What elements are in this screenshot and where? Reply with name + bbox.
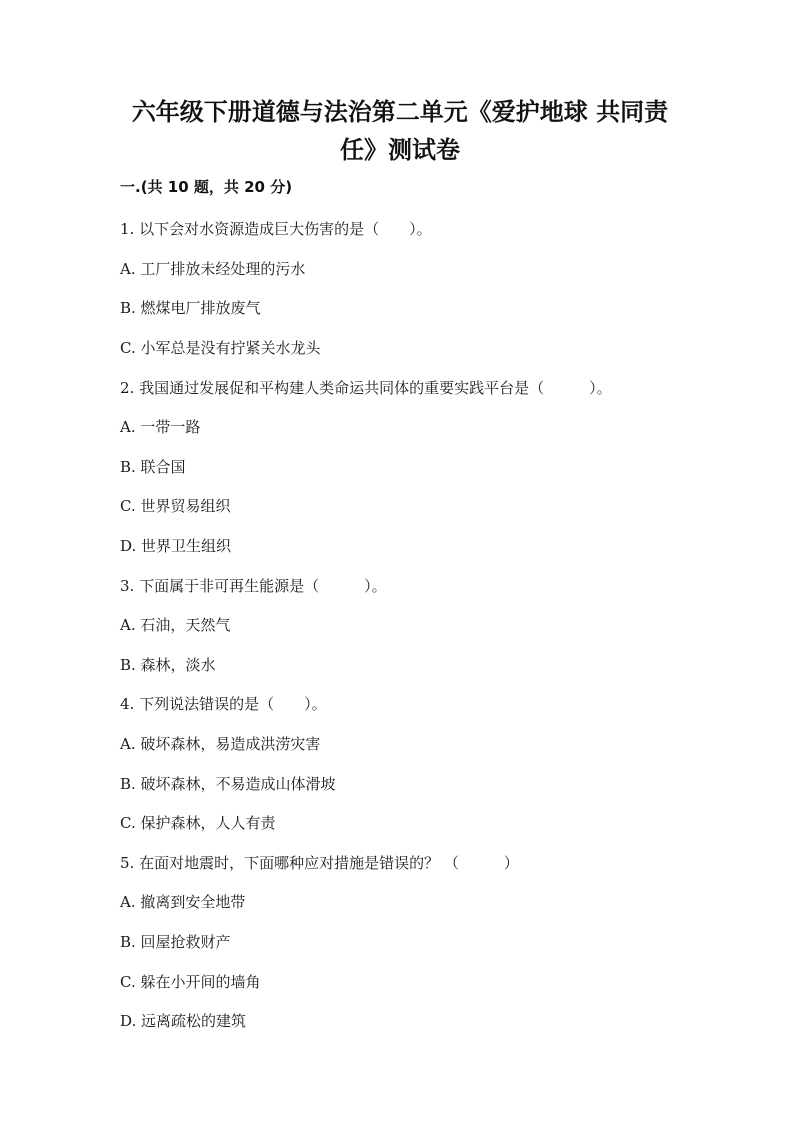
question-3-option-a: A. 石油，天然气 (120, 616, 231, 634)
question-2-option-d: D. 世界卫生组织 (120, 537, 232, 555)
question-4-stem: 4. 下列说法错误的是（ ）。 (120, 695, 327, 713)
question-3-stem: 3. 下面属于非可再生能源是（ ）。 (120, 577, 387, 595)
question-2-option-a: A. 一带一路 (120, 418, 201, 436)
question-1-option-a: A. 工厂排放未经处理的污水 (120, 260, 306, 278)
question-1-option-b: B. 燃煤电厂排放废气 (120, 299, 261, 317)
question-5-stem: 5. 在面对地震时，下面哪种应对措施是错误的？ （ ） (120, 854, 519, 872)
question-5-option-c: C. 躲在小开间的墙角 (120, 973, 261, 991)
question-1-option-c: C. 小军总是没有拧紧关水龙头 (120, 339, 321, 357)
question-4-option-a: A. 破坏森林，易造成洪涝灾害 (120, 735, 321, 753)
question-2-option-c: C. 世界贸易组织 (120, 497, 231, 515)
exam-title-line-1: 六年级下册道德与法治第二单元《爱护地球 共同责 (131, 98, 669, 126)
exam-title (100, 93, 700, 169)
question-2-option-b: B. 联合国 (120, 458, 186, 476)
question-4-option-c: C. 保护森林，人人有责 (120, 814, 276, 832)
question-2-stem: 2. 我国通过发展促和平构建人类命运共同体的重要实践平台是（ ）。 (120, 379, 612, 397)
exam-title-line-2: 任》测试卷 (340, 136, 460, 164)
question-5-option-b: B. 回屋抢救财产 (120, 933, 231, 951)
question-5-option-d: D. 远离疏松的建筑 (120, 1012, 247, 1030)
section-heading: 一.(共 10 题，共 20 分) (120, 178, 293, 196)
question-1-stem: 1. 以下会对水资源造成巨大伤害的是（ ）。 (120, 220, 432, 238)
question-4-option-b: B. 破坏森林，不易造成山体滑坡 (120, 775, 336, 793)
question-5-option-a: A. 撤离到安全地带 (120, 893, 246, 911)
question-3-option-b: B. 森林，淡水 (120, 656, 216, 674)
